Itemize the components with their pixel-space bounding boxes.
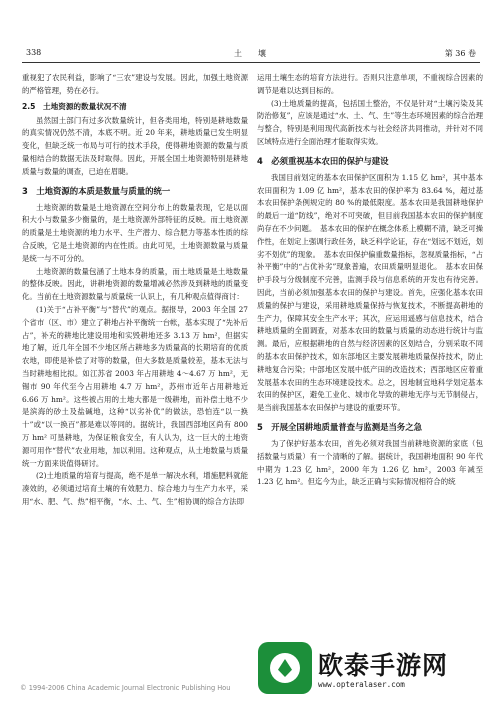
watermark-url: www.opteralaser.com — [318, 680, 405, 689]
running-header — [22, 48, 480, 60]
paragraph: 运用土壤生态的培育方法进行。否则只注意单项，不重视综合因素的调节是难以达到目标的。 — [257, 73, 483, 95]
section-heading: 4 必须重视基本农田的保护与建设 — [257, 155, 389, 166]
copyright-footer: © 1994-2006 China Academic Journal Electronic Publishing Hou — [20, 684, 231, 692]
page-number: 338 — [26, 48, 42, 57]
header-rule — [22, 62, 480, 63]
site-logo-icon — [258, 642, 312, 694]
paragraph: 重视犯了农民利益，影响了“三农”建设与发展。因此，加强土地资源的严格管理，势在必行。 — [22, 73, 248, 95]
journal-title: 土 壤 — [234, 49, 266, 58]
paragraph: 为了保护好基本农田，首先必须对我国当前耕地资源的家底（包括数量与质量）有一个清晰的了解。据统计，我国耕地面积 90 年代中期为 1.23 亿 hm²，2000 年为 1.26 亿 hm²，2003 年减至 1.23 亿 hm²。但迄今为止，缺乏正确与实际情况相符合的统 — [257, 438, 483, 487]
section-heading: 5 开展全国耕地质量普查与监测是当务之急 — [257, 421, 422, 432]
paragraph: 我国目前划定的基本农田保护区面积为 1.15 亿 hm²，其中基本农田面积为 1.09 亿 hm²，基本农田的保护率为 83.64 %，超过基本农田保护条例规定的 80 %的最低限度。基本农田是我国耕地保护的最后一道“防线”，绝对不可突破，但目前我国基本农田的保护制度尚存在不少问题。 基本农田的保护在概念体系上模糊不清，缺乏可操作性，在划定上强调行政任务，缺乏科学论证，存在“划远不划近，划劣不划优”的现象。 基本农田保护偏重数量指标，忽视质量指标，“占补平衡”中的“占优补劣”现象普遍，农田质量明显退化。 基本农田保护手段与分级制度不完善，监测手段与信息系统的开发也有待完善。因此，当前必须加强基本农田的保护与建设。首先，应强化基本农田质量的保护与建设，采用耕地质量保持与恢复技术，不断提高耕地的生产力，保障其安全生产水平；其次，应运用遥感与信息技术，结合耕地质量的全面调查，对基本农田的数量与质量的动态进行统计与监测。最后，应根据耕地的自然与经济因素的区划结合，分别采取不同的基本农田保护技术，如东部地区主要发展耕地质量保持技术，防止耕地复合污染；中部地区发展中低产田的改造技术；西部地区应着重发展基本农田的生态环境建设技术。总之，因地制宜地科学划定基本农田的保护区，避免工业化、城市化导致的耕地无序与无节制侵占，是当前我国基本农田保护与建设的重要环节。 — [257, 172, 483, 413]
volume-label: 第 36 卷 — [444, 49, 476, 58]
paragraph: (2)土地质量的培育与提高，绝不是单一解决水利，增施肥料就能凑效的，必须通过培育土壤的有效肥力、综合地力与生产力水平，采用“水、肥、气、热”相平衡，“水、土、气、生”相协调的综合方法即 — [22, 471, 248, 506]
site-watermark[interactable] — [258, 642, 490, 694]
left-column — [22, 72, 248, 509]
paragraph: (1)关于“占补平衡”与“替代”的观点。据报导，2003 年全国 27 个省市（区、市）建立了耕地占补平衡统一台帐，基本实现了“先补后占”，补充的耕地比建设用地和实毁耕地还多 3.13 万 hm²，但据实地了解，近几年全国不少地区所占耕地多为质量高的长期培育的优质农地，即使是补偿了对等的数量，但大多数是质量较差，基本无法与当时耕地相比拟。如江苏省 2003 年占用耕地 4～4.67 万 hm²，无锡市 90 年代至今占用耕地 4.7 万 hm²，苏州市近年占用耕地近 6.66 万 hm²。这些被占用的土地大都是一级耕地，而补偿土地不少是滨海的砂土及盐碱地，这种“以劣补优”的做法，恐怕连“以一换十”或“以一换百”都是难以等同的。据统计，我国西部地区尚有 800 万 hm² 可垦耕地，为保证粮食安全，有人认为，这一巨大的土地资源可用作“替代”农业用地，加以利用。这种观点，从土地数量与质量统一方面来说值得研讨。 — [22, 304, 248, 468]
section-heading: 3 土地资源的本质是数量与质量的统一 — [22, 185, 171, 196]
paragraph: 虽然国土部门有过多次数量统计，但各类用地，特别是耕地数量的真实情况仍然不清，本底不明。近 20 年来，耕地质量已发生明显变化，但缺乏统一布局与可行的技术手段，使得耕地资源的数量与质量相结合的数据无法及时取得。因此，开展全国土地资源特别是耕地质量与数量的调查，已迫在眉睫。 — [22, 115, 248, 176]
watermark-title: 欧泰手游网 — [318, 651, 449, 680]
paragraph: 土地资源的数量包涵了土地本身的质量，而土地质量是土地数量的整体反映。因此，讲耕地资源的数量增减必然涉及到耕地的质量变化。当前在土地资源数量与质量统一认识上，有几种观点值得商讨： — [22, 266, 248, 302]
section-heading: 2.5 土地资源的数量状况不清 — [22, 101, 127, 111]
paragraph: 土地资源的数量是土地资源在空间分布上的数量表现，它是以面积大小与数量多少衡量的，是土地资源外部特征的反映。而土地资源的质量是土地资源的地力水平、生产潜力、综合肥力等基本性质的综合反映，它是土地资源的内在性质。由此可见，土地资源数量与质量是统一与不可分的。 — [22, 202, 248, 263]
paragraph: (3)土地质量的提高，包括国土整治，不仅是针对“土壤污染及其防治修复”，应该是通过“水、土、气、生”等生态环境因素的综合治理与整合，特别是利用现代高新技术与社会经济共同推动，并针对不同区域特点进行全面治理才能取得实效。 — [257, 98, 483, 146]
right-column — [257, 72, 483, 489]
